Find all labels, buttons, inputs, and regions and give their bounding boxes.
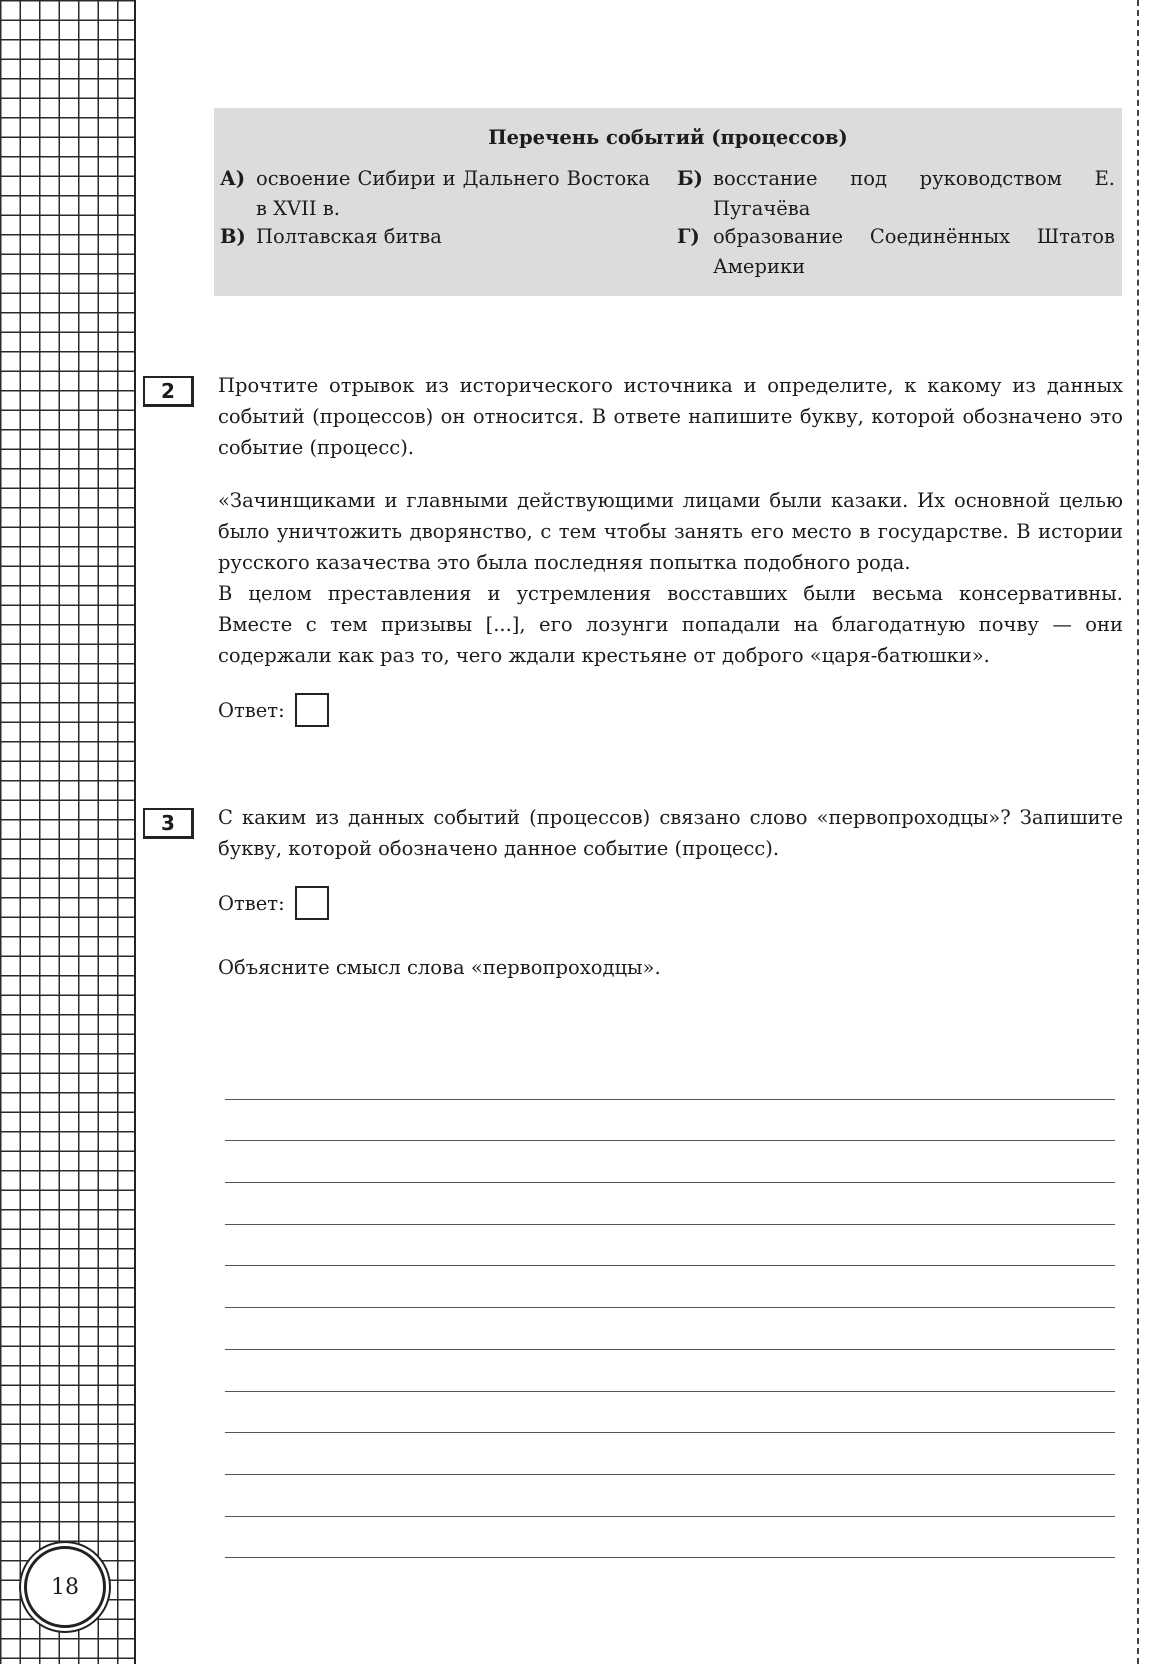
- answer-writing-lines[interactable]: [225, 1058, 1115, 1558]
- quote-paragraph: В целом преставления и устремления восставших были весьма консервативны. Вместе с тем призывы [...], его лозунги попадали на благодатную почву — они содержали как раз то, чего ждали крестьяне от доброго «царя-батюшки».: [218, 582, 1123, 667]
- event-text: освоение Сибири и Дальнего Востока в XVII в.: [256, 167, 650, 220]
- writing-line[interactable]: [225, 1392, 1115, 1434]
- explain-prompt: Объясните смысл слова «первопроходцы».: [218, 956, 661, 979]
- event-letter: В): [220, 225, 246, 248]
- task-body: [218, 370, 1123, 727]
- event-text: восстание под руководством Е. Пугачёва: [713, 167, 1115, 220]
- writing-line[interactable]: [225, 1225, 1115, 1267]
- event-letter: Б): [677, 167, 703, 190]
- answer-input-box[interactable]: [295, 693, 329, 727]
- answer-input-box[interactable]: [295, 886, 329, 920]
- writing-line[interactable]: [225, 1433, 1115, 1475]
- writing-line[interactable]: [225, 1350, 1115, 1392]
- margin-grid: [0, 0, 136, 1664]
- writing-line[interactable]: [225, 1100, 1115, 1142]
- task-number: 3: [143, 808, 194, 839]
- writing-line[interactable]: [225, 1141, 1115, 1183]
- writing-line[interactable]: [225, 1308, 1115, 1350]
- task-question: С каким из данных событий (процессов) связано слово «первопроходцы»? Запишите букву, которой обозначено данное событие (процесс).: [218, 806, 1123, 860]
- events-list-box: [214, 108, 1122, 296]
- event-text: образование Соединённых Штатов Америки: [713, 225, 1115, 278]
- event-a: [220, 164, 650, 224]
- page-number: 18: [24, 1546, 106, 1628]
- answer-row: [218, 693, 1123, 727]
- events-title: Перечень событий (процессов): [488, 126, 848, 149]
- event-text: Полтавская битва: [256, 225, 442, 248]
- task-number: 2: [143, 376, 194, 407]
- writing-line[interactable]: [225, 1058, 1115, 1100]
- writing-line[interactable]: [225, 1517, 1115, 1559]
- writing-line[interactable]: [225, 1183, 1115, 1225]
- answer-label: Ответ:: [218, 891, 285, 915]
- event-letter: Г): [677, 225, 700, 248]
- source-quote: [218, 485, 1123, 671]
- writing-line[interactable]: [225, 1475, 1115, 1517]
- quote-paragraph: «Зачинщиками и главными действующими лицами были казаки. Их основной целью было уничтожить дворянство, с тем чтобы занять его место в государстве. В истории русского казачества это была последняя попытка подобного рода.: [218, 489, 1123, 574]
- cut-line: [1137, 0, 1139, 1664]
- task-body: [218, 802, 1123, 983]
- answer-row: [218, 886, 1123, 920]
- writing-line[interactable]: [225, 1266, 1115, 1308]
- event-letter: А): [220, 167, 246, 190]
- event-v: [220, 222, 650, 252]
- task-question: Прочтите отрывок из исторического источника и определите, к какому из данных событий (процессов) он относится. В ответе напишите букву, которой обозначено это событие (процесс).: [218, 374, 1123, 459]
- answer-label: Ответ:: [218, 698, 285, 722]
- event-b: [677, 164, 1115, 224]
- event-g: [677, 222, 1115, 282]
